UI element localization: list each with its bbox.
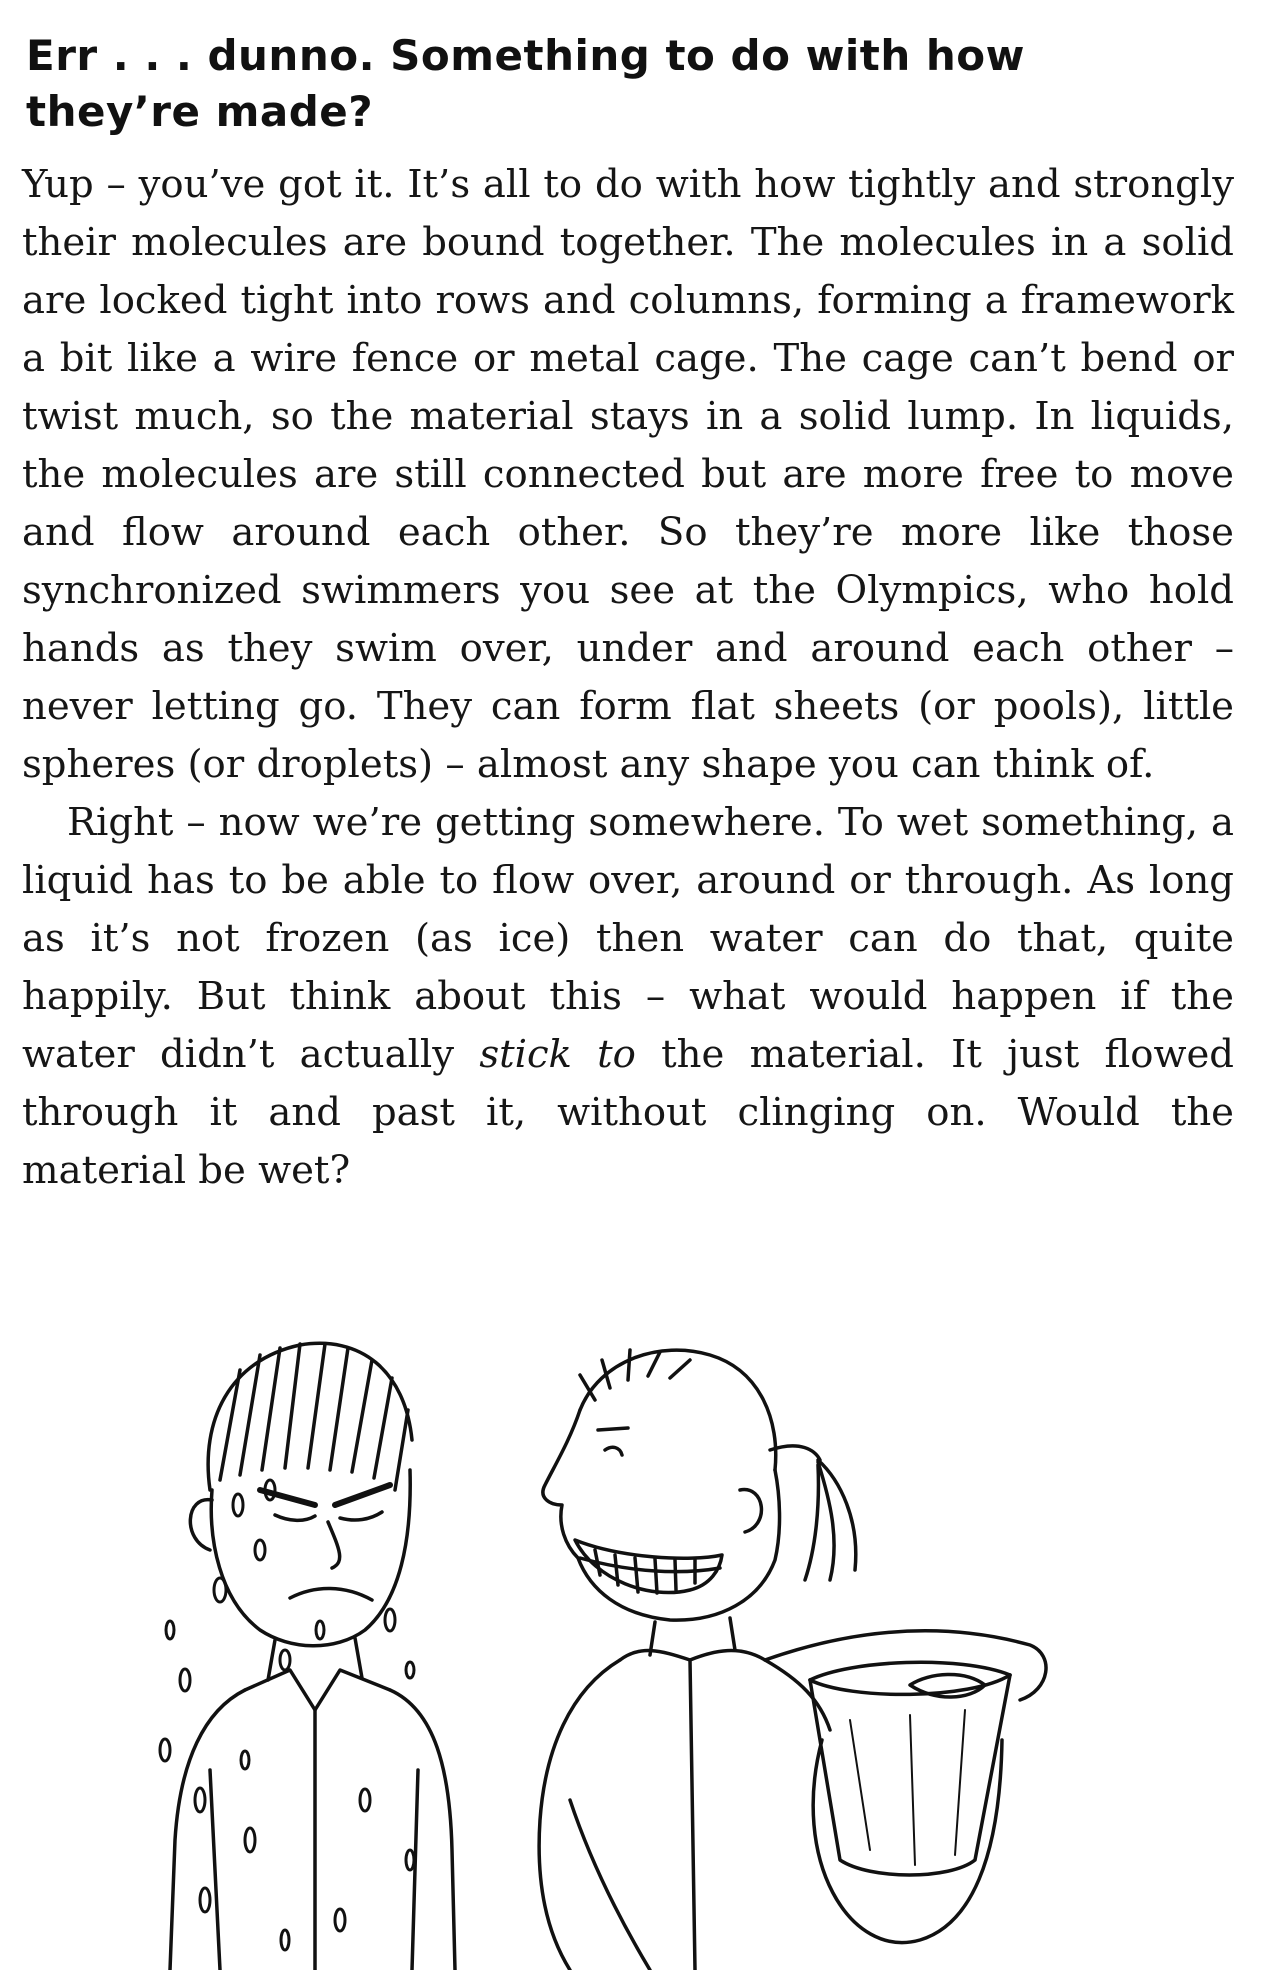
paragraph-2 [22, 794, 1234, 1200]
paragraph-2-start: Right – now we’re getting somewhere. To wet something, a liquid has to be able to flow over, around or through. As long as it’s not frozen (as ice) then water can do that, quite happily. But think about this – what would happen if the water didn’t actually [22, 800, 1234, 1077]
cartoon-illustration [150, 1300, 1110, 1970]
paragraph-1: Yup – you’ve got it. It’s all to do with how tightly and strongly their molecules are bound together. The molecules in a solid are locked tight into rows and columns, forming a framework a bit like a wire fence or metal cage. The cage can’t bend or twist much, so the material stays in a solid lump. In liquids, the molecules are still connected but are more free to move and flow around each other. So they’re more like those synchronized swimmers you see at the Olympics, who hold hands as they swim over, under and around each other – never letting go. They can form flat sheets (or pools), little spheres (or droplets) – almost any shape you can think of. [22, 162, 1234, 787]
question-heading [26, 28, 1256, 140]
grinning-girl-figure [539, 1350, 1046, 1970]
paragraph-2-emphasis: stick to [479, 1032, 636, 1077]
heading-line-1: Err . . . dunno. Something to do with how [26, 31, 1025, 80]
body-text [22, 156, 1234, 1200]
wet-boy-figure [160, 1343, 455, 1970]
paragraph-2-end: the material. It just flowed through it and past it, without clinging on. Would the material be wet? [22, 1032, 1234, 1193]
heading-line-2: they’re made? [26, 87, 374, 136]
